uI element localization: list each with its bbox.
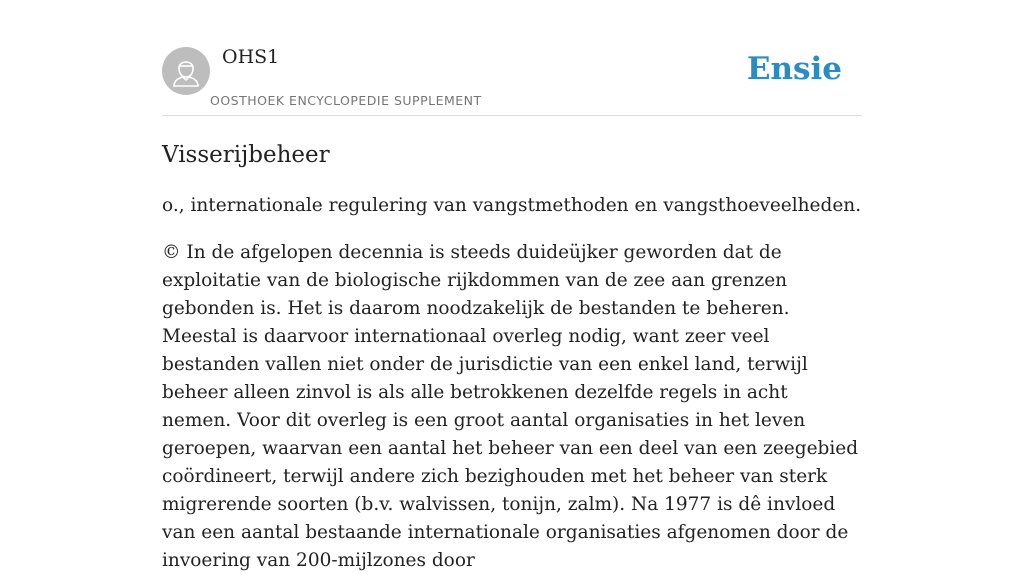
article-body: © In de afgelopen decennia is steeds duideüjker geworden dat de exploitatie van de biologische rijkdommen van de zee aan grenzen gebonden is. Het is daarom noodzakelijk de bestanden te beheren. Meestal is daarvoor internationaal overleg nodig, want zeer veel bestanden vallen niet onder de jurisdictie van een enkel land, terwijl beheer alleen zinvol is als alle betrokkenen dezelfde regels in acht nemen. Voor dit overleg is een groot aantal organisaties in het leven geroepen, waarvan een aantal het beheer van een deel van een zeegebied coördineert, terwijl andere zich bezighouden met het beheer van sterk migrerende soorten (b.v. walvissen, tonijn, zalm). Na 1977 is dê invloed van een aantal bestaande internationale organisaties afgenomen door de invoering van 200-mijlzones door — [162, 242, 859, 571]
ensie-logo[interactable]: Ensie — [746, 51, 842, 87]
source-header — [162, 0, 862, 116]
article-definition: o., internationale regulering van vangstmethoden en vangsthoeveelheden. — [162, 195, 862, 216]
user-silhouette-icon[interactable] — [162, 47, 210, 95]
article-title: Visserijbeheer — [162, 142, 330, 168]
source-code[interactable]: OHS1 — [222, 46, 280, 68]
content-container — [162, 0, 862, 575]
source-name[interactable]: OOSTHOEK ENCYCLOPEDIE SUPPLEMENT — [210, 93, 482, 108]
